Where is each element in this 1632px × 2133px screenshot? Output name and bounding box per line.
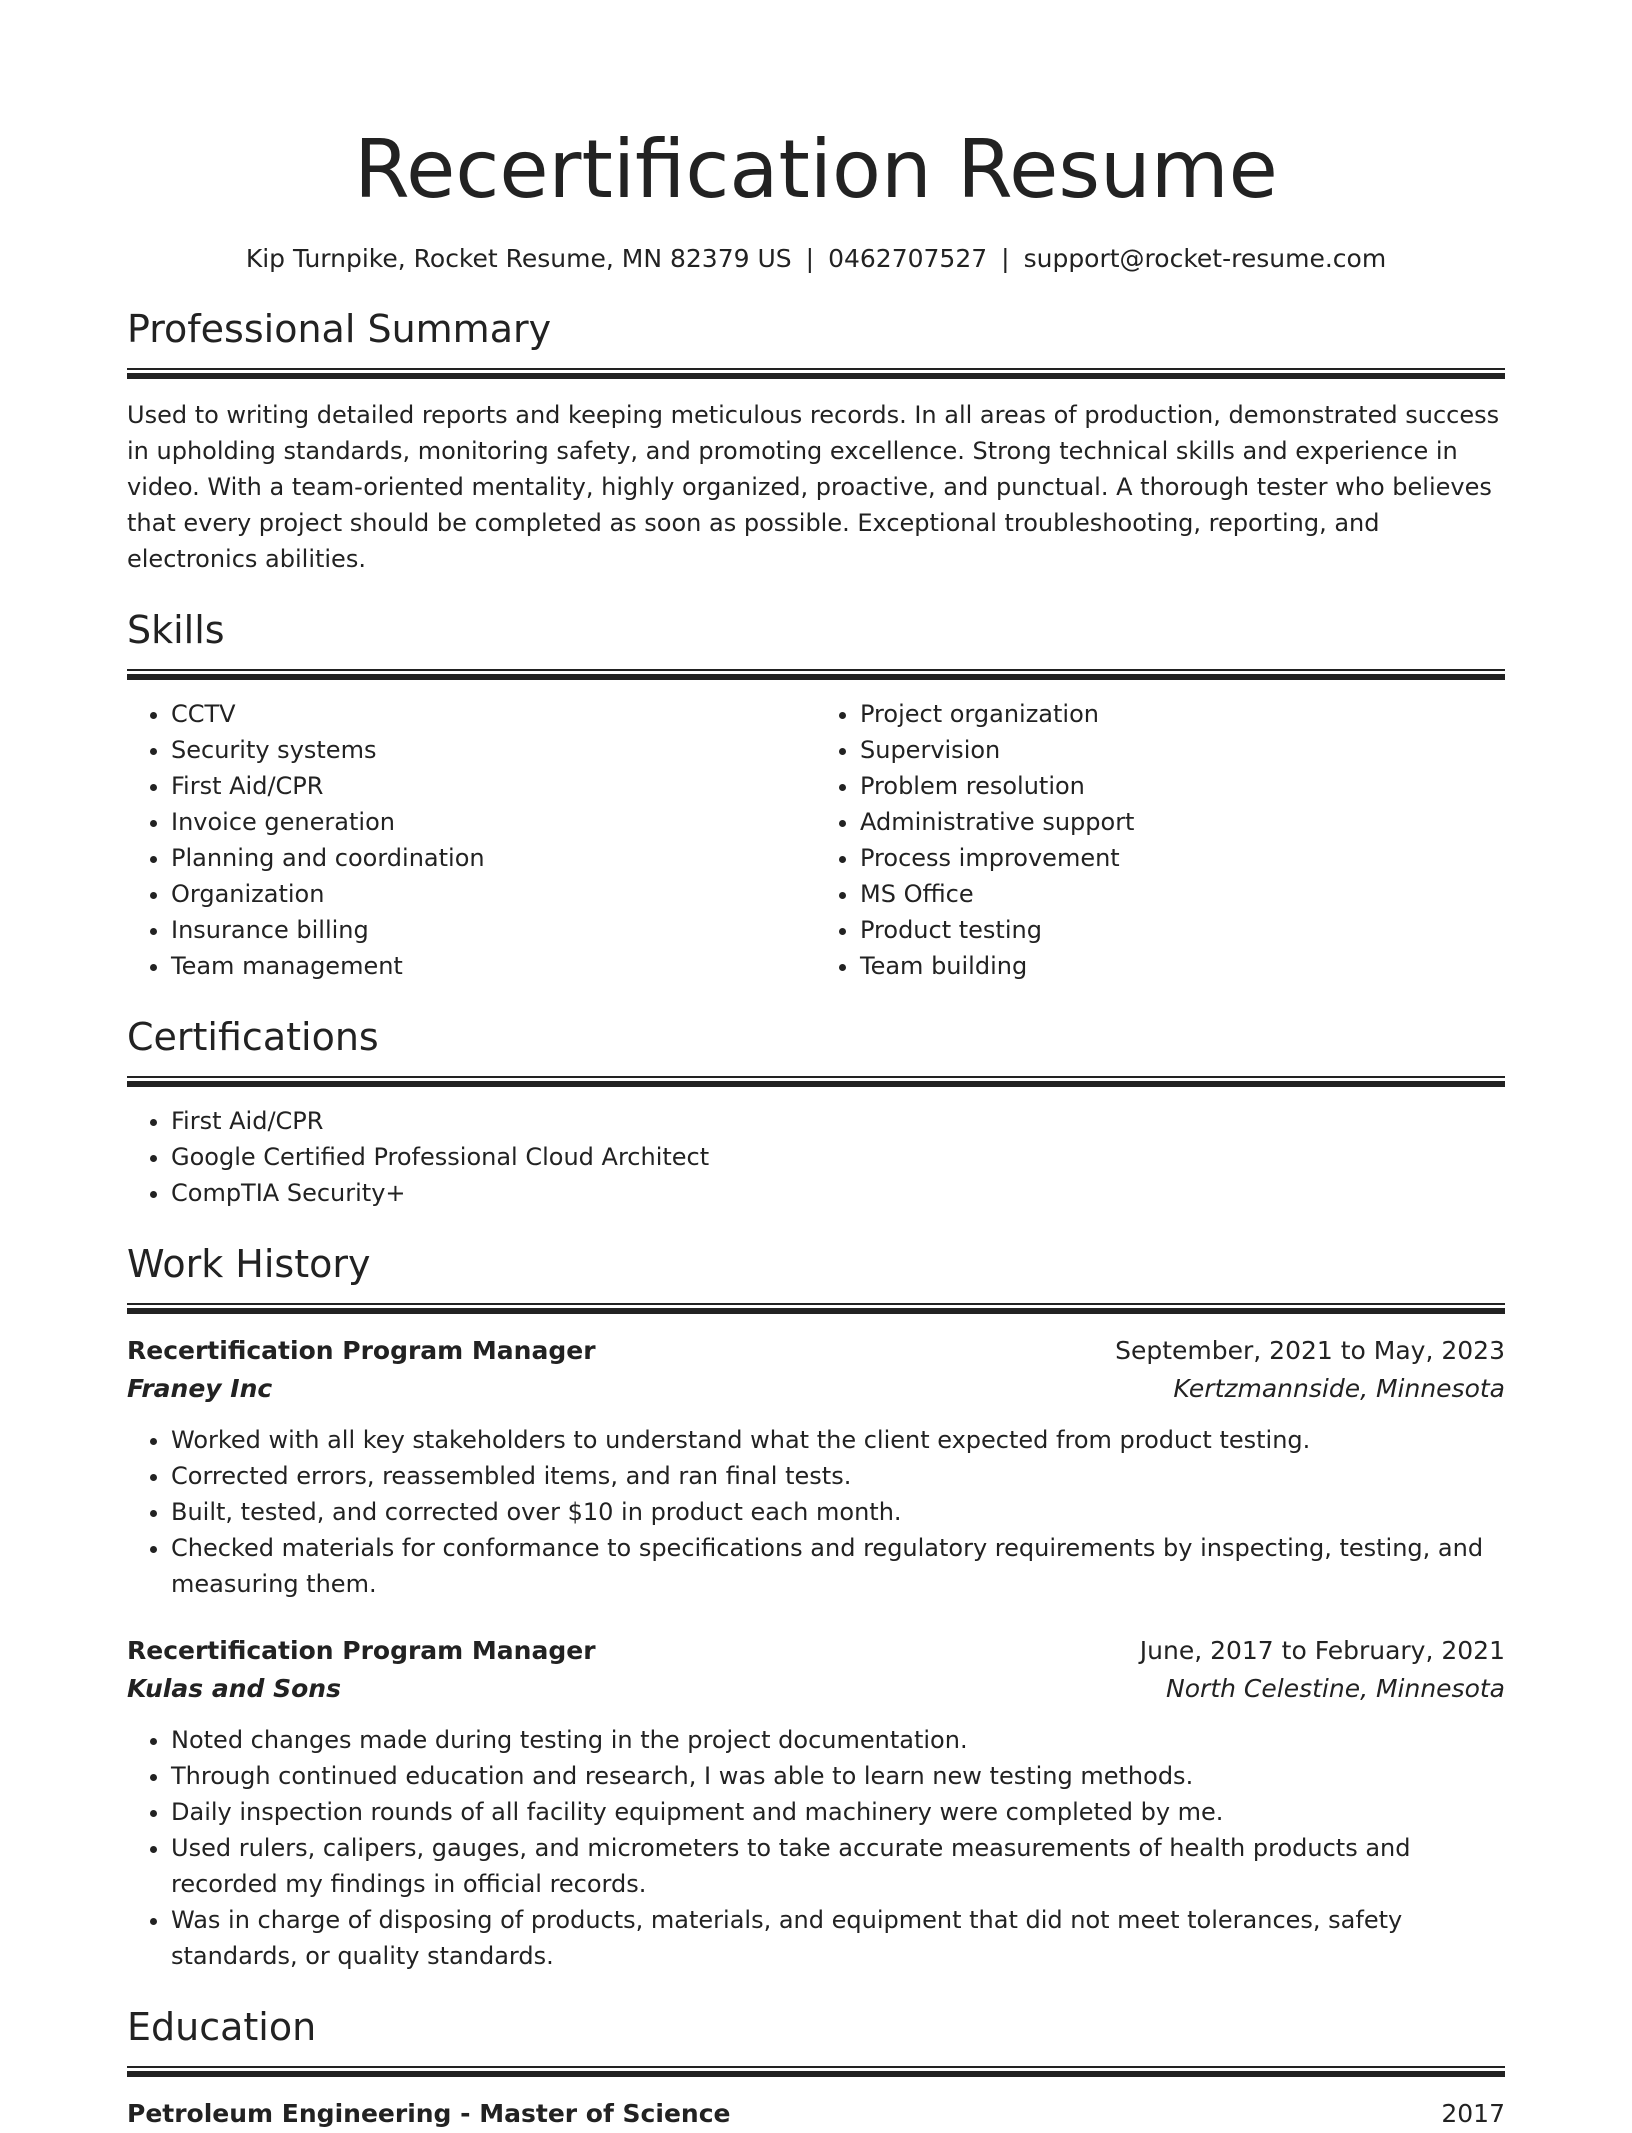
skill-item: • Product testing [860,912,1505,948]
section-title-work-history: Work History [127,1242,371,1286]
job-location: North Celestine, Minnesota [1166,1674,1505,1703]
contact-line [127,242,1505,276]
contact-email: support@rocket-resume.com [1023,244,1387,273]
skill-item: • CCTV [171,696,816,732]
section-title-summary: Professional Summary [127,307,552,351]
contact-phone: 0462707527 [828,244,988,273]
job-dates: September, 2021 to May, 2023 [1115,1336,1505,1365]
section-summary [127,294,1505,577]
job-dates: June, 2017 to February, 2021 [1139,1636,1505,1665]
contact-separator: | [805,244,815,273]
job-bullets [127,1722,1505,1974]
skill-item: • Security systems [171,732,816,768]
job-company-row [127,1370,1505,1408]
section-divider [127,1076,1505,1087]
job-bullets [127,1422,1505,1602]
skill-item: • Planning and coordination [171,840,816,876]
section-divider [127,669,1505,680]
skill-item: • Team management [171,948,816,984]
resume-title: Recertification Resume [354,123,1278,216]
summary-text: Used to writing detailed reports and keeping meticulous records. In all areas of production, demonstrated success in upholding standards, monitoring safety, and promoting excellence. Strong technical skills and experience in video. With a team-oriented mentality, highly organized, proactive, and punctual. A thorough tester who believes that every project should be completed as soon as possible. Exceptional troubleshooting, reporting, and electronics abilities. [127,401,1500,573]
skill-item: • Administrative support [860,804,1505,840]
contact-separator: | [1001,244,1010,273]
skill-item: • Process improvement [860,840,1505,876]
job-location: Kertzmannside, Minnesota [1173,1374,1505,1403]
job-bullet: • Worked with all key stakeholders to understand what the client expected from product testing. [171,1422,1505,1458]
section-divider [127,1303,1505,1314]
job-bullet: • Corrected errors, reassembled items, and ran final tests. [171,1458,1505,1494]
job-bullet: • Daily inspection rounds of all facility equipment and machinery were completed by me. [171,1794,1505,1830]
section-skills [127,595,1505,984]
job-header-row [127,1332,1505,1370]
skill-item: • MS Office [860,876,1505,912]
job-entry [127,1332,1505,1602]
certification-item: • CompTIA Security+ [171,1175,1505,1211]
job-entry [127,1632,1505,1974]
certifications-list [127,1103,1505,1211]
skill-item: • Team building [860,948,1505,984]
skill-item: • Supervision [860,732,1505,768]
job-bullet: • Used rulers, calipers, gauges, and micrometers to take accurate measurements of health products and recorded my findings in official records. [171,1830,1505,1902]
job-role: Recertification Program Manager [127,1636,596,1665]
skill-item: • Invoice generation [171,804,816,840]
job-role: Recertification Program Manager [127,1336,596,1365]
job-company: Kulas and Sons [127,1674,341,1703]
skills-list-right [816,696,1505,984]
certification-item: • Google Certified Professional Cloud Architect [171,1139,1505,1175]
job-bullet: • Checked materials for conformance to specifications and regulatory requirements by inspecting, testing, and measuring them. [171,1530,1505,1602]
section-divider [127,368,1505,379]
certification-item: • First Aid/CPR [171,1103,1505,1139]
skills-columns [127,680,1505,984]
education-year: 2017 [1441,2099,1505,2128]
job-company-row [127,1670,1505,1708]
job-header-row [127,1632,1505,1670]
job-bullet: • Noted changes made during testing in the project documentation. [171,1722,1505,1758]
skill-item: • Organization [171,876,816,912]
skill-item: • Project organization [860,696,1505,732]
section-work-history [127,1229,1505,1974]
section-title-certifications: Certifications [127,1015,379,1059]
job-company: Franey Inc [127,1374,273,1403]
skill-item: • Problem resolution [860,768,1505,804]
section-title-skills: Skills [127,608,225,652]
section-divider [127,2066,1505,2077]
education-degree: Petroleum Engineering - Master of Science [127,2099,731,2128]
job-bullet: • Was in charge of disposing of products, materials, and equipment that did not meet tolerances, safety standards, or quality standards. [171,1902,1505,1974]
education-row [127,2095,1505,2133]
skill-item: • Insurance billing [171,912,816,948]
section-certifications [127,1002,1505,1211]
skill-item: • First Aid/CPR [171,768,816,804]
skills-list-left [127,696,816,984]
job-bullet: • Through continued education and research, I was able to learn new testing methods. [171,1758,1505,1794]
job-bullet: • Built, tested, and corrected over $10 in product each month. [171,1494,1505,1530]
contact-address: Kip Turnpike, Rocket Resume, MN 82379 US [245,244,792,273]
section-title-education: Education [127,2005,317,2049]
